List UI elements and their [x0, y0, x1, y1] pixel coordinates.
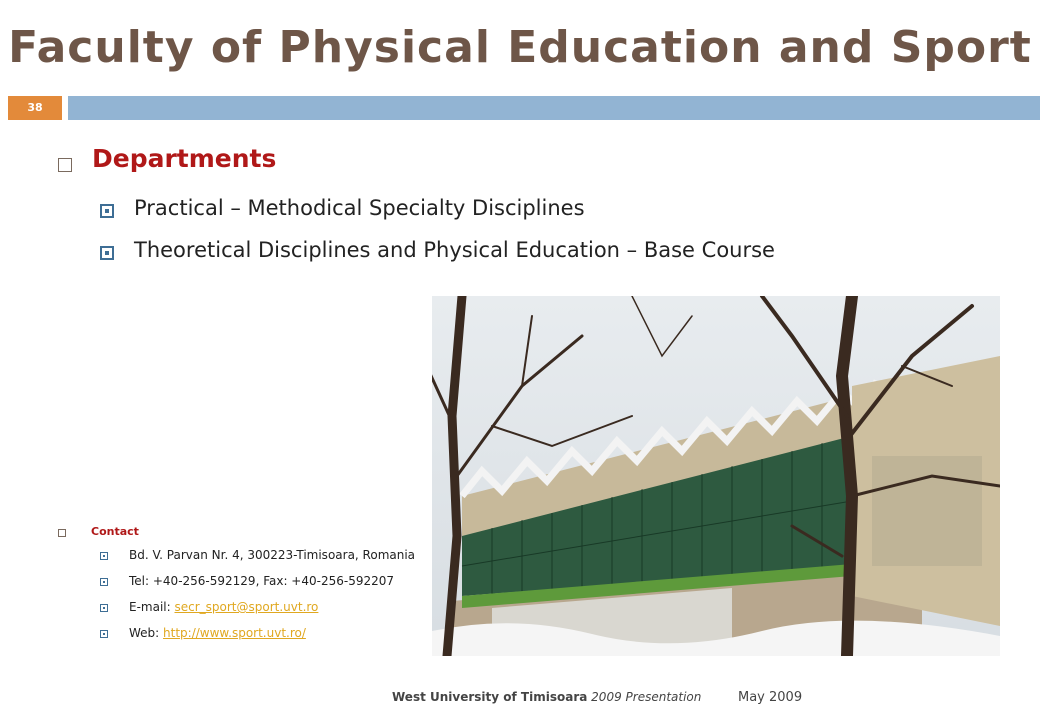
department-item-label: Practical – Methodical Specialty Disciplines [134, 196, 585, 220]
footer-presentation-label: 2009 Presentation [591, 690, 702, 704]
web-link[interactable]: http://www.sport.uvt.ro/ [163, 626, 306, 640]
square-bullet-icon [100, 204, 114, 218]
square-bullet-icon [100, 630, 108, 638]
building-photo [432, 296, 1000, 656]
web-label: Web: [129, 626, 164, 640]
square-bullet-icon [58, 158, 72, 172]
email-label: E-mail: [129, 600, 175, 614]
footer-university: West University of Timisoara [392, 690, 588, 704]
web-line [129, 626, 306, 640]
address-text: Bd. V. Parvan Nr. 4, 300223-Timisoara, Romania [129, 548, 416, 562]
contact-heading: Contact [91, 525, 139, 538]
department-item-label: Theoretical Disciplines and Physical Education – Base Course [134, 238, 775, 262]
square-bullet-icon [100, 604, 108, 612]
footer-presentation [392, 690, 701, 704]
square-bullet-icon [100, 578, 108, 586]
title-divider-bar [68, 96, 1040, 120]
square-bullet-icon [100, 552, 108, 560]
square-bullet-icon [100, 246, 114, 260]
square-bullet-icon [58, 529, 66, 537]
departments-heading: Departments [92, 144, 277, 173]
email-link[interactable]: secr_sport@sport.uvt.ro [174, 600, 319, 614]
slide-title: Faculty of Physical Education and Sport [8, 22, 1032, 73]
footer-date: May 2009 [738, 690, 803, 705]
email-line [129, 600, 318, 614]
phone-text: Tel: +40-256-592129, Fax: +40-256-592207 [129, 574, 395, 588]
slide-number-badge: 38 [8, 96, 62, 120]
